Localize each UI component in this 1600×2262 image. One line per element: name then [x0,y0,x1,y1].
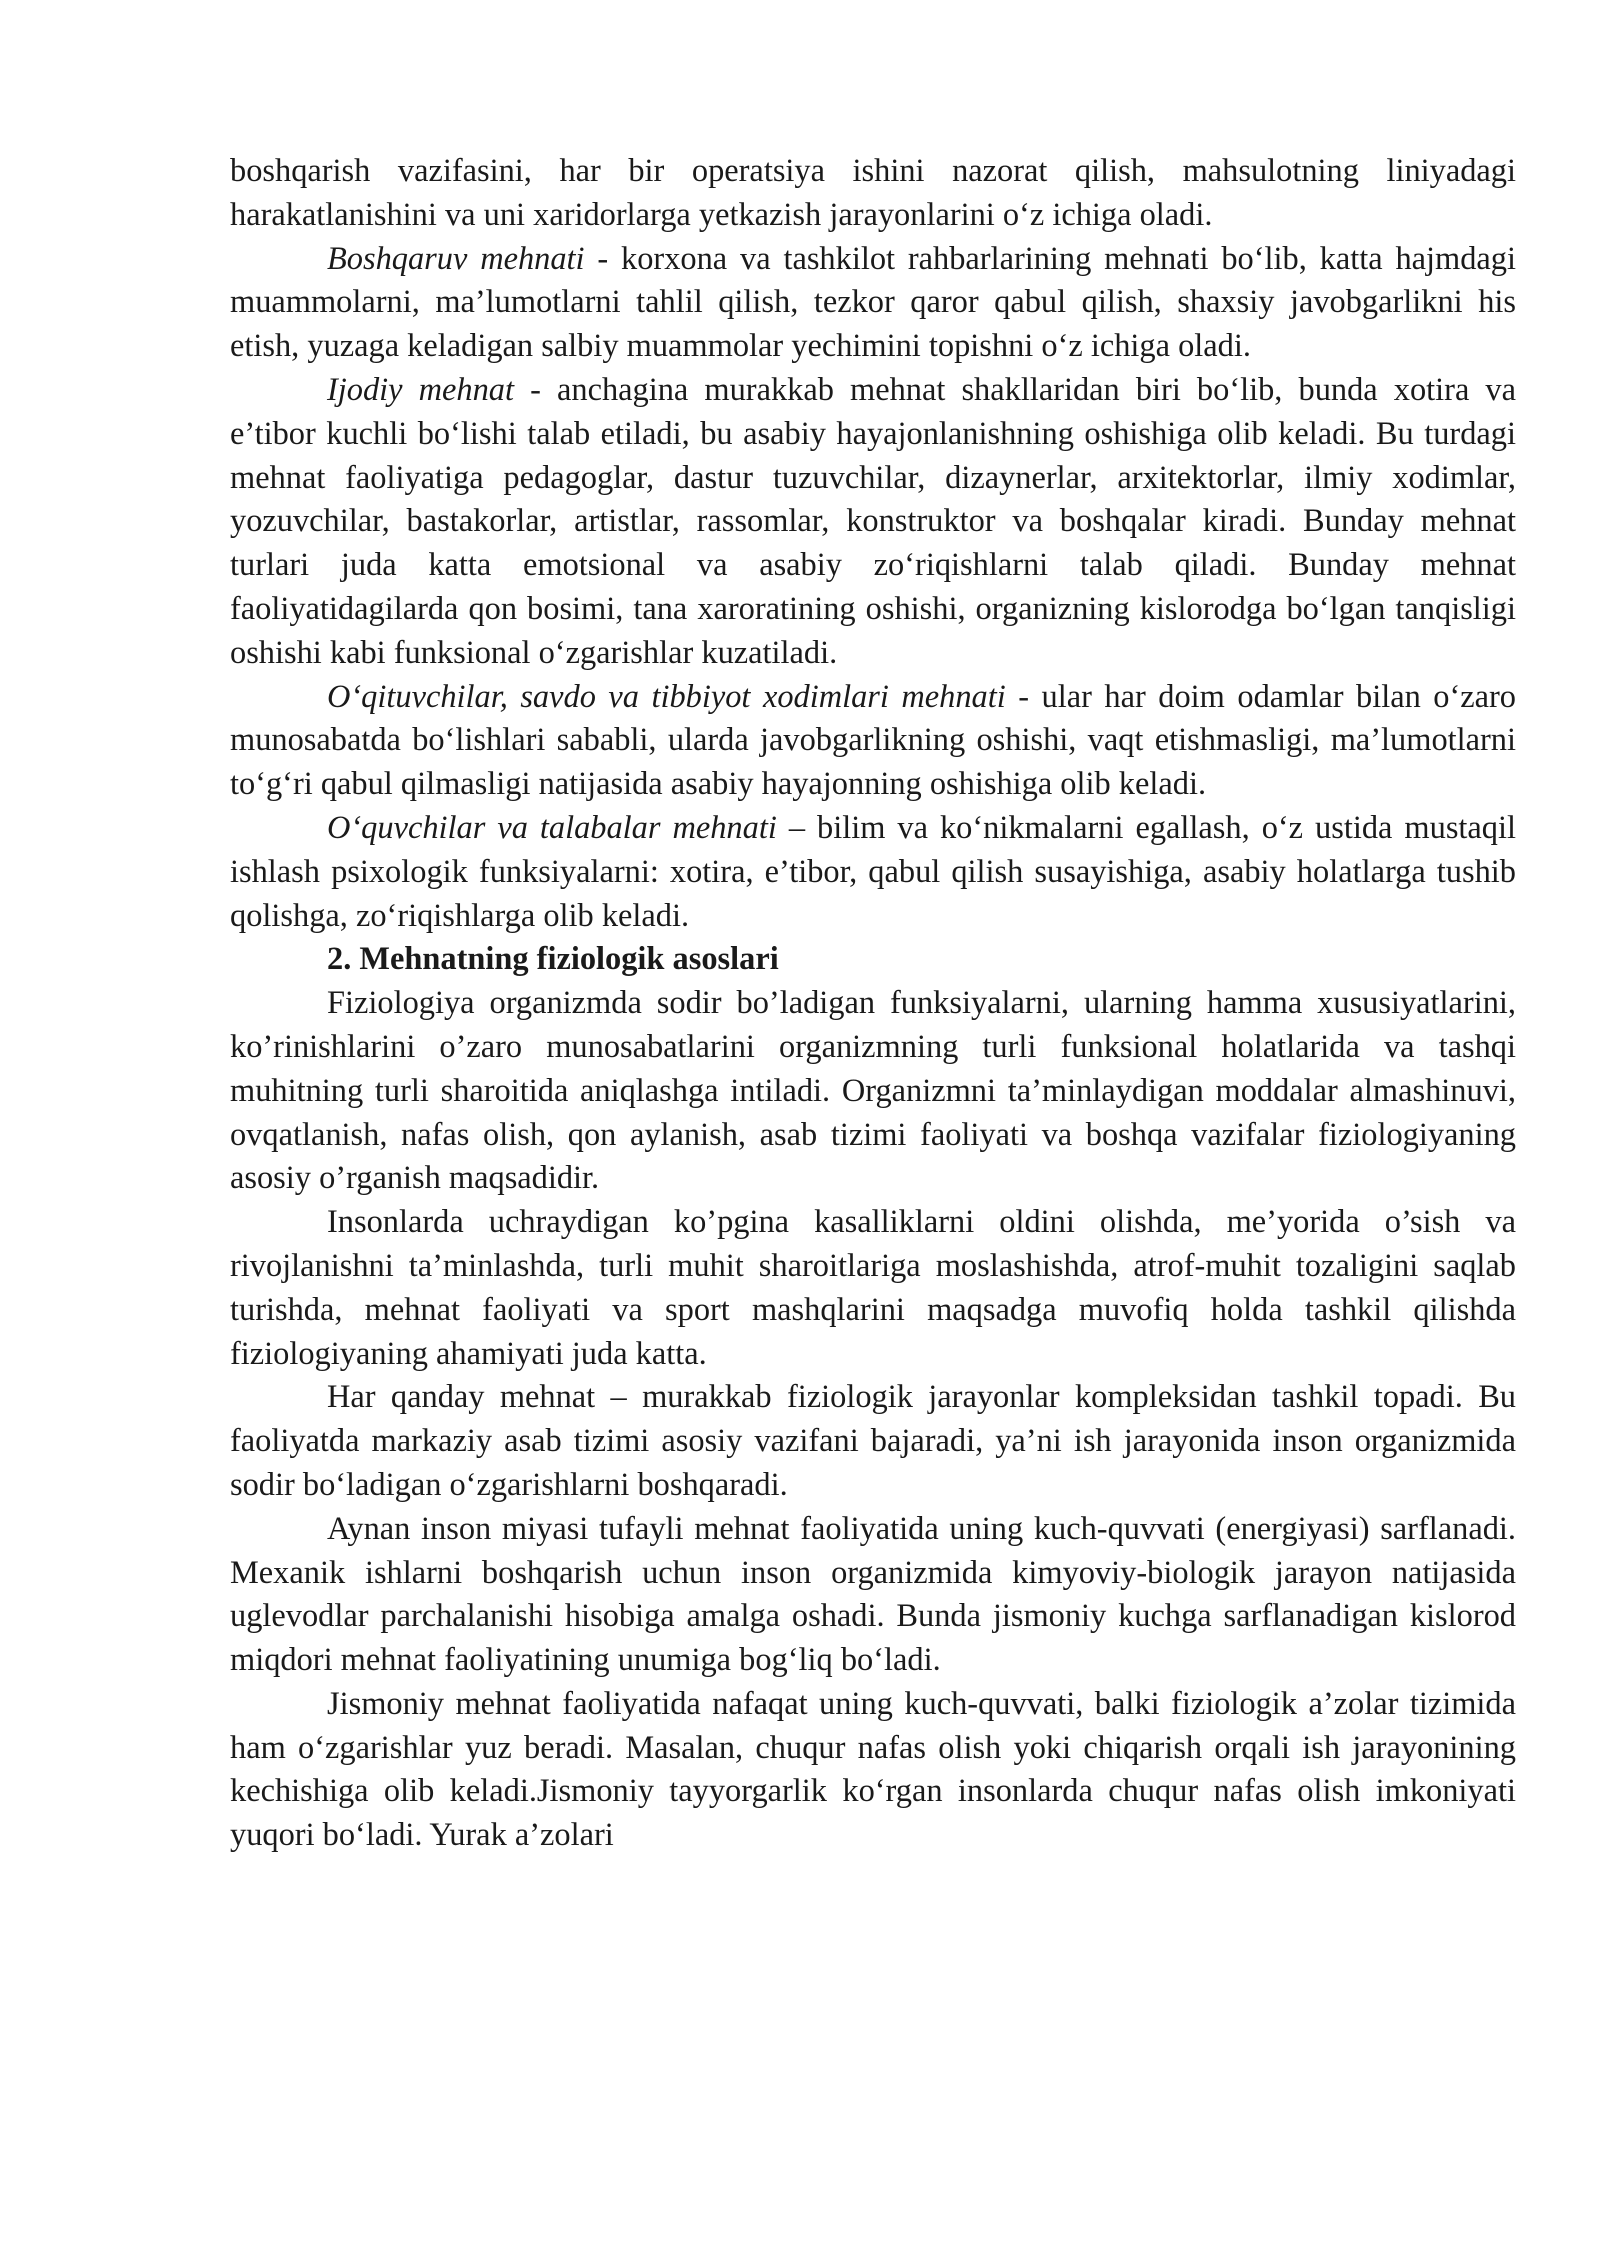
paragraph-ijodiy-mehnat [230,369,1516,676]
paragraph-fiziologiya: Fiziologiya organizmda sodir bo’ladigan funksiyalarni, ularning hamma xususiyatlarini, ko’rinishlarini o’zaro munosabatlarini organizmning turli funksional holatlarida va tashqi muhitning turli sharoitida aniqlashga intiladi. Organizmni ta’minlaydigan moddalar almashinuvi, ovqatlanish, nafas olish, qon aylanish, asab tizimi faoliyati va boshqa vazifalar fiziologiyaning asosiy o’rganish maqsadidir. [230,985,1516,1197]
section-heading: 2. Mehnatning fiziologik asoslari [327,941,779,978]
italic-term: O‘qituvchilar, savdo va tibbiyot xodimlari mehnati [327,678,1006,715]
paragraph-oqituvchilar-mehnati [230,676,1516,807]
paragraph-text: - korxona va tashkilot rahbarlarining mehnati bo‘lib, katta hajmdagi muammolarni, ma’lumotlarni tahlil qilish, tezkor qaror qabul qilish, shaxsiy javobgarlikni his etish, yuzaga keladigan salbiy muammolar yechimini topishni o‘z ichiga oladi. [230,240,1516,365]
paragraph-text: - anchagina murakkab mehnat shakllaridan biri bo‘lib, bunda xotira va e’tibor kuchli bo‘lishi talab etiladi, bu asabiy hayajonlanishning oshishiga olib keladi. Bu turdagi mehnat faoliyatiga pedagoglar, dastur tuzuvchilar, dizaynerlar, arxitektorlar, ilmiy xodimlar, yozuvchilar, bastakorlar, artistlar, rassomlar, konstruktor va boshqalar kiradi. Bunday mehnat turlari juda katta emotsional va asabiy zo‘riqishlarni talab qiladi. Bunday mehnat faoliyatidagilarda qon bosimi, tana xaroratining oshishi, organizning kislorodga bo‘lgan tanqisligi oshishi kabi funksional o‘zgarishlar kuzatiladi. [230,371,1516,671]
paragraph-boshqaruv-mehnati [230,238,1516,369]
italic-term: Ijodiy mehnat [327,371,515,408]
paragraph-text: - ular har doim odamlar bilan o‘zaro munosabatda bo‘lishlari sababli, ularda javobgarlikning oshishi, vaqt etishmasligi, ma’lumotlarni to‘g‘ri qabul qilmasligi natijasida asabiy hayajonning oshishiga olib keladi. [230,678,1516,803]
paragraph-text: boshqarish vazifasini, har bir operatsiya ishini nazorat qilish, mahsulotning liniyadagi harakatlanishini va uni xaridorlarga yetkazish jarayonlarini o‘z ichiga oladi. [230,153,1516,233]
paragraph-jismoniy-mehnat: Jismoniy mehnat faoliyatida nafaqat uning kuch-quvvati, balki fiziologik a’zolar tizimida ham o‘zgarishlar yuz beradi. Masalan, chuqur nafas olish yoki chiqarish orqali ish jarayonining kechishiga olib keladi.Jismoniy tayyorgarlik ko‘rgan insonlarda chuqur nafas olish imkoniyati yuqori bo‘ladi. Yurak a’zolari [230,1685,1516,1854]
italic-term: Boshqaruv mehnati [327,240,585,277]
paragraph-insonlarda: Insonlarda uchraydigan ko’pgina kasalliklarni oldini olishda, me’yorida o’sish va rivojlanishni ta’minlashda, turli muhit sharoitlariga moslashishda, atrof-muhit tozaligini saqlab turishda, mehnat faoliyati va sport mashqlarini maqsadga muvofiq holda tashkil qilishda fiziologiyaning ahamiyati juda katta. [230,1204,1516,1372]
paragraph-har-qanday-mehnat: Har qanday mehnat – murakkab fiziologik jarayonlar kompleksidan tashkil topadi. Bu faoliyatda markaziy asab tizimi asosiy vazifani bajaradi, ya’ni ish jarayonida inson organizmida sodir bo‘ladigan o‘zgarishlarni boshqaradi. [230,1379,1516,1503]
paragraph-text: – bilim va ko‘nikmalarni egallash, o‘z ustida mustaqil ishlash psixologik funksiyalarni: xotira, e’tibor, qabul qilish susayishiga, asabiy holatlarga tushib qolishga, zo‘riqishlarga olib keladi. [230,809,1516,934]
paragraph-aynan-inson: Aynan inson miyasi tufayli mehnat faoliyatida uning kuch-quvvati (energiyasi) sarflanadi. Mexanik ishlarni boshqarish uchun inson organizmida kimyoviy-biologik jarayon natijasida uglevodlar parchalanishi hisobiga amalga oshadi. Bunda jismoniy kuchga sarflanadigan kislorod miqdori mehnat faoliyatining unumiga bog‘liq bo‘ladi. [230,1510,1516,1679]
italic-term: O‘quvchilar va talabalar mehnati [327,809,777,846]
paragraph-continuation [230,150,1516,238]
paragraph-oquvchilar-mehnati [230,807,1516,938]
